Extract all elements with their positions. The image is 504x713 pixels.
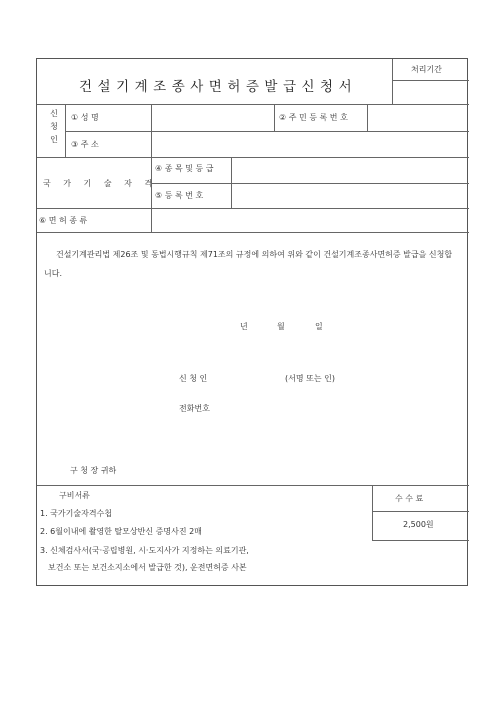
type-grade-field: [232, 158, 468, 182]
reg-no-field: [232, 184, 468, 207]
required-docs-title: 구비서류: [59, 491, 90, 500]
fee-value: 2,500원: [403, 520, 434, 529]
phone-label: 전화번호: [179, 404, 210, 413]
statement-block-bottom: [37, 485, 469, 486]
address-label: ③ 주 소: [71, 140, 99, 149]
national-cert-label: 국 가 기 술 자 격: [43, 179, 158, 188]
applicant-label: 신청인: [50, 109, 58, 144]
processing-period-label: 처리기간: [411, 65, 442, 74]
recipient-label: 구 청 장 귀하: [70, 466, 117, 475]
fee-label: 수 수 료: [395, 494, 424, 503]
fee-box-bottom: [372, 540, 469, 541]
name-field: [152, 105, 273, 130]
address-field: [152, 132, 468, 156]
applicant-sign-label: 신 청 인: [179, 374, 208, 383]
fee-box-divider: [372, 511, 469, 512]
reg-no-label: ⑤ 등 록 번 호: [155, 191, 204, 200]
required-doc-item: 3. 신체검사서(국·공립병원, 시·도지사가 지정하는 의료기관,: [40, 546, 249, 555]
required-doc-item: 1. 국가기술자격수첩: [40, 509, 112, 518]
signature-note: (서명 또는 인): [285, 374, 335, 383]
date-year: 년: [240, 322, 248, 331]
required-doc-item: 2. 6월이내에 촬영한 탈모상반신 증명사진 2매: [40, 527, 202, 536]
rrn-field: [368, 105, 468, 130]
required-doc-item: 보건소 또는 보건소지소에서 발급한 것), 운전면허증 사본: [48, 563, 247, 572]
date-day: 일: [315, 322, 323, 331]
rrn-left-divider: [274, 104, 275, 131]
processing-period-value: [393, 81, 468, 103]
form-title: 건설기계조종사면허증발급신청서: [79, 79, 358, 95]
license-type-label: ⑥ 면 허 종 류: [39, 216, 88, 225]
application-statement: 건설기계관리법 제26조 및 동법시행규칙 제71조의 규정에 의하여 위와 같이 건설기계조종사면허증 발급을 신청합니다.: [44, 250, 453, 278]
license-type-field: [152, 209, 468, 231]
date-month: 월: [277, 322, 285, 331]
rrn-label: ② 주 민 등 록 번 호: [279, 113, 348, 122]
application-form: [36, 58, 468, 586]
license-row-bottom: [37, 232, 469, 233]
type-grade-label: ④ 종 목 및 등 급: [155, 164, 214, 173]
fee-box-left: [372, 485, 373, 540]
name-label: ① 성 명: [71, 113, 99, 122]
